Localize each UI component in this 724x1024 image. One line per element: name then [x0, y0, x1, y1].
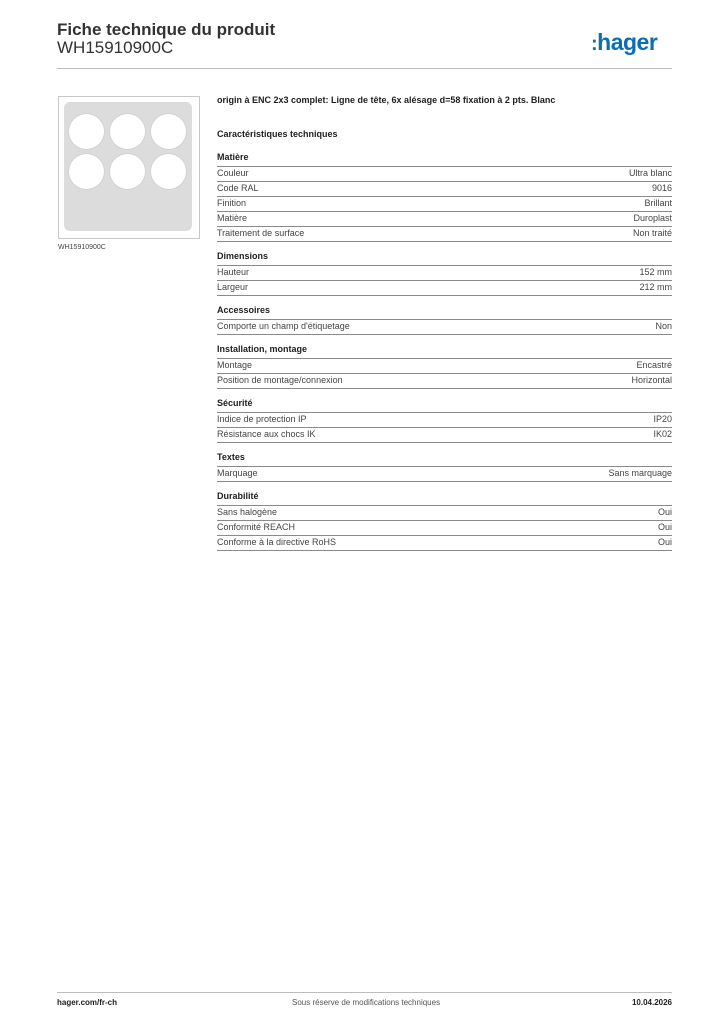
spec-value: Encastré	[636, 360, 672, 370]
spec-label: Traitement de surface	[217, 228, 305, 238]
spec-label: Indice de protection IP	[217, 414, 307, 424]
spec-label: Conformité REACH	[217, 522, 296, 532]
spec-row	[217, 467, 672, 482]
spec-value: 9016	[651, 183, 672, 193]
logo-text: hager	[597, 29, 658, 55]
spec-label: Hauteur	[217, 267, 250, 277]
header-divider	[57, 68, 672, 69]
footer-date: 10.04.2026	[631, 998, 672, 1007]
spec-value: Sans marquage	[608, 468, 672, 478]
spec-row	[217, 413, 672, 428]
plate-hole	[150, 153, 187, 190]
spec-value: Oui	[657, 537, 672, 547]
spec-label: Conforme à la directive RoHS	[217, 537, 337, 547]
spec-value: Oui	[657, 507, 672, 517]
group-title: Sécurité	[217, 398, 672, 413]
product-image	[58, 96, 200, 239]
group-title: Installation, montage	[217, 344, 672, 359]
plate-hole	[68, 113, 105, 150]
spec-value: Non traité	[632, 228, 672, 238]
spec-group	[217, 452, 672, 482]
page-title: Fiche technique du produit	[57, 20, 276, 39]
spec-value: Duroplast	[633, 213, 672, 223]
spec-group	[217, 398, 672, 443]
spec-row	[217, 167, 672, 182]
section-heading: Caractéristiques techniques	[217, 129, 338, 139]
spec-row	[217, 266, 672, 281]
spec-group	[217, 251, 672, 296]
image-caption: WH15910900C	[58, 244, 106, 251]
spec-label: Résistance aux chocs IK	[217, 429, 316, 439]
spec-group	[217, 344, 672, 389]
spec-label: Position de montage/connexion	[217, 375, 343, 385]
footer-notice: Sous réserve de modifications techniques	[292, 998, 441, 1007]
spec-row	[217, 359, 672, 374]
spec-label: Finition	[217, 198, 247, 208]
spec-value: IK02	[653, 429, 672, 439]
product-description: origin à ENC 2x3 complet: Ligne de tête, 6x alésage d=58 fixation à 2 pts. Blanc	[217, 95, 556, 105]
spec-value: Brillant	[644, 198, 672, 208]
plate-hole	[150, 113, 187, 150]
spec-row	[217, 428, 672, 443]
spec-row	[217, 197, 672, 212]
group-title: Textes	[217, 452, 672, 467]
spec-label: Matière	[217, 213, 248, 223]
spec-value: IP20	[653, 414, 672, 424]
spec-value: Oui	[657, 522, 672, 532]
spec-label: Montage	[217, 360, 253, 370]
plate-hole	[68, 153, 105, 190]
spec-groups	[217, 152, 672, 551]
hager-logo	[591, 29, 657, 56]
spec-row	[217, 182, 672, 197]
group-title: Accessoires	[217, 305, 672, 320]
spec-row	[217, 536, 672, 551]
spec-label: Sans halogène	[217, 507, 278, 517]
plate-hole	[109, 153, 146, 190]
footer-divider	[57, 992, 672, 993]
specs-content	[217, 95, 672, 560]
spec-value: 212 mm	[639, 282, 672, 292]
spec-row	[217, 320, 672, 335]
spec-group	[217, 152, 672, 242]
spec-row	[217, 374, 672, 389]
spec-row	[217, 212, 672, 227]
spec-label: Code RAL	[217, 183, 259, 193]
spec-label: Largeur	[217, 282, 249, 292]
group-title: Matière	[217, 152, 672, 167]
logo-colon: :	[591, 33, 598, 55]
spec-row	[217, 506, 672, 521]
spec-label: Comporte un champ d'étiquetage	[217, 321, 350, 331]
spec-row	[217, 281, 672, 296]
product-plate	[64, 102, 192, 231]
spec-group	[217, 305, 672, 335]
footer-website: hager.com/fr-ch	[57, 998, 118, 1007]
group-title: Dimensions	[217, 251, 672, 266]
spec-row	[217, 521, 672, 536]
spec-value: Ultra blanc	[628, 168, 672, 178]
spec-value: Horizontal	[631, 375, 672, 385]
plate-hole	[109, 113, 146, 150]
spec-value: Non	[655, 321, 672, 331]
spec-group	[217, 491, 672, 551]
spec-label: Marquage	[217, 468, 258, 478]
product-code: WH15910900C	[57, 38, 174, 57]
spec-row	[217, 227, 672, 242]
spec-value: 152 mm	[639, 267, 672, 277]
spec-label: Couleur	[217, 168, 249, 178]
group-title: Durabilité	[217, 491, 672, 506]
